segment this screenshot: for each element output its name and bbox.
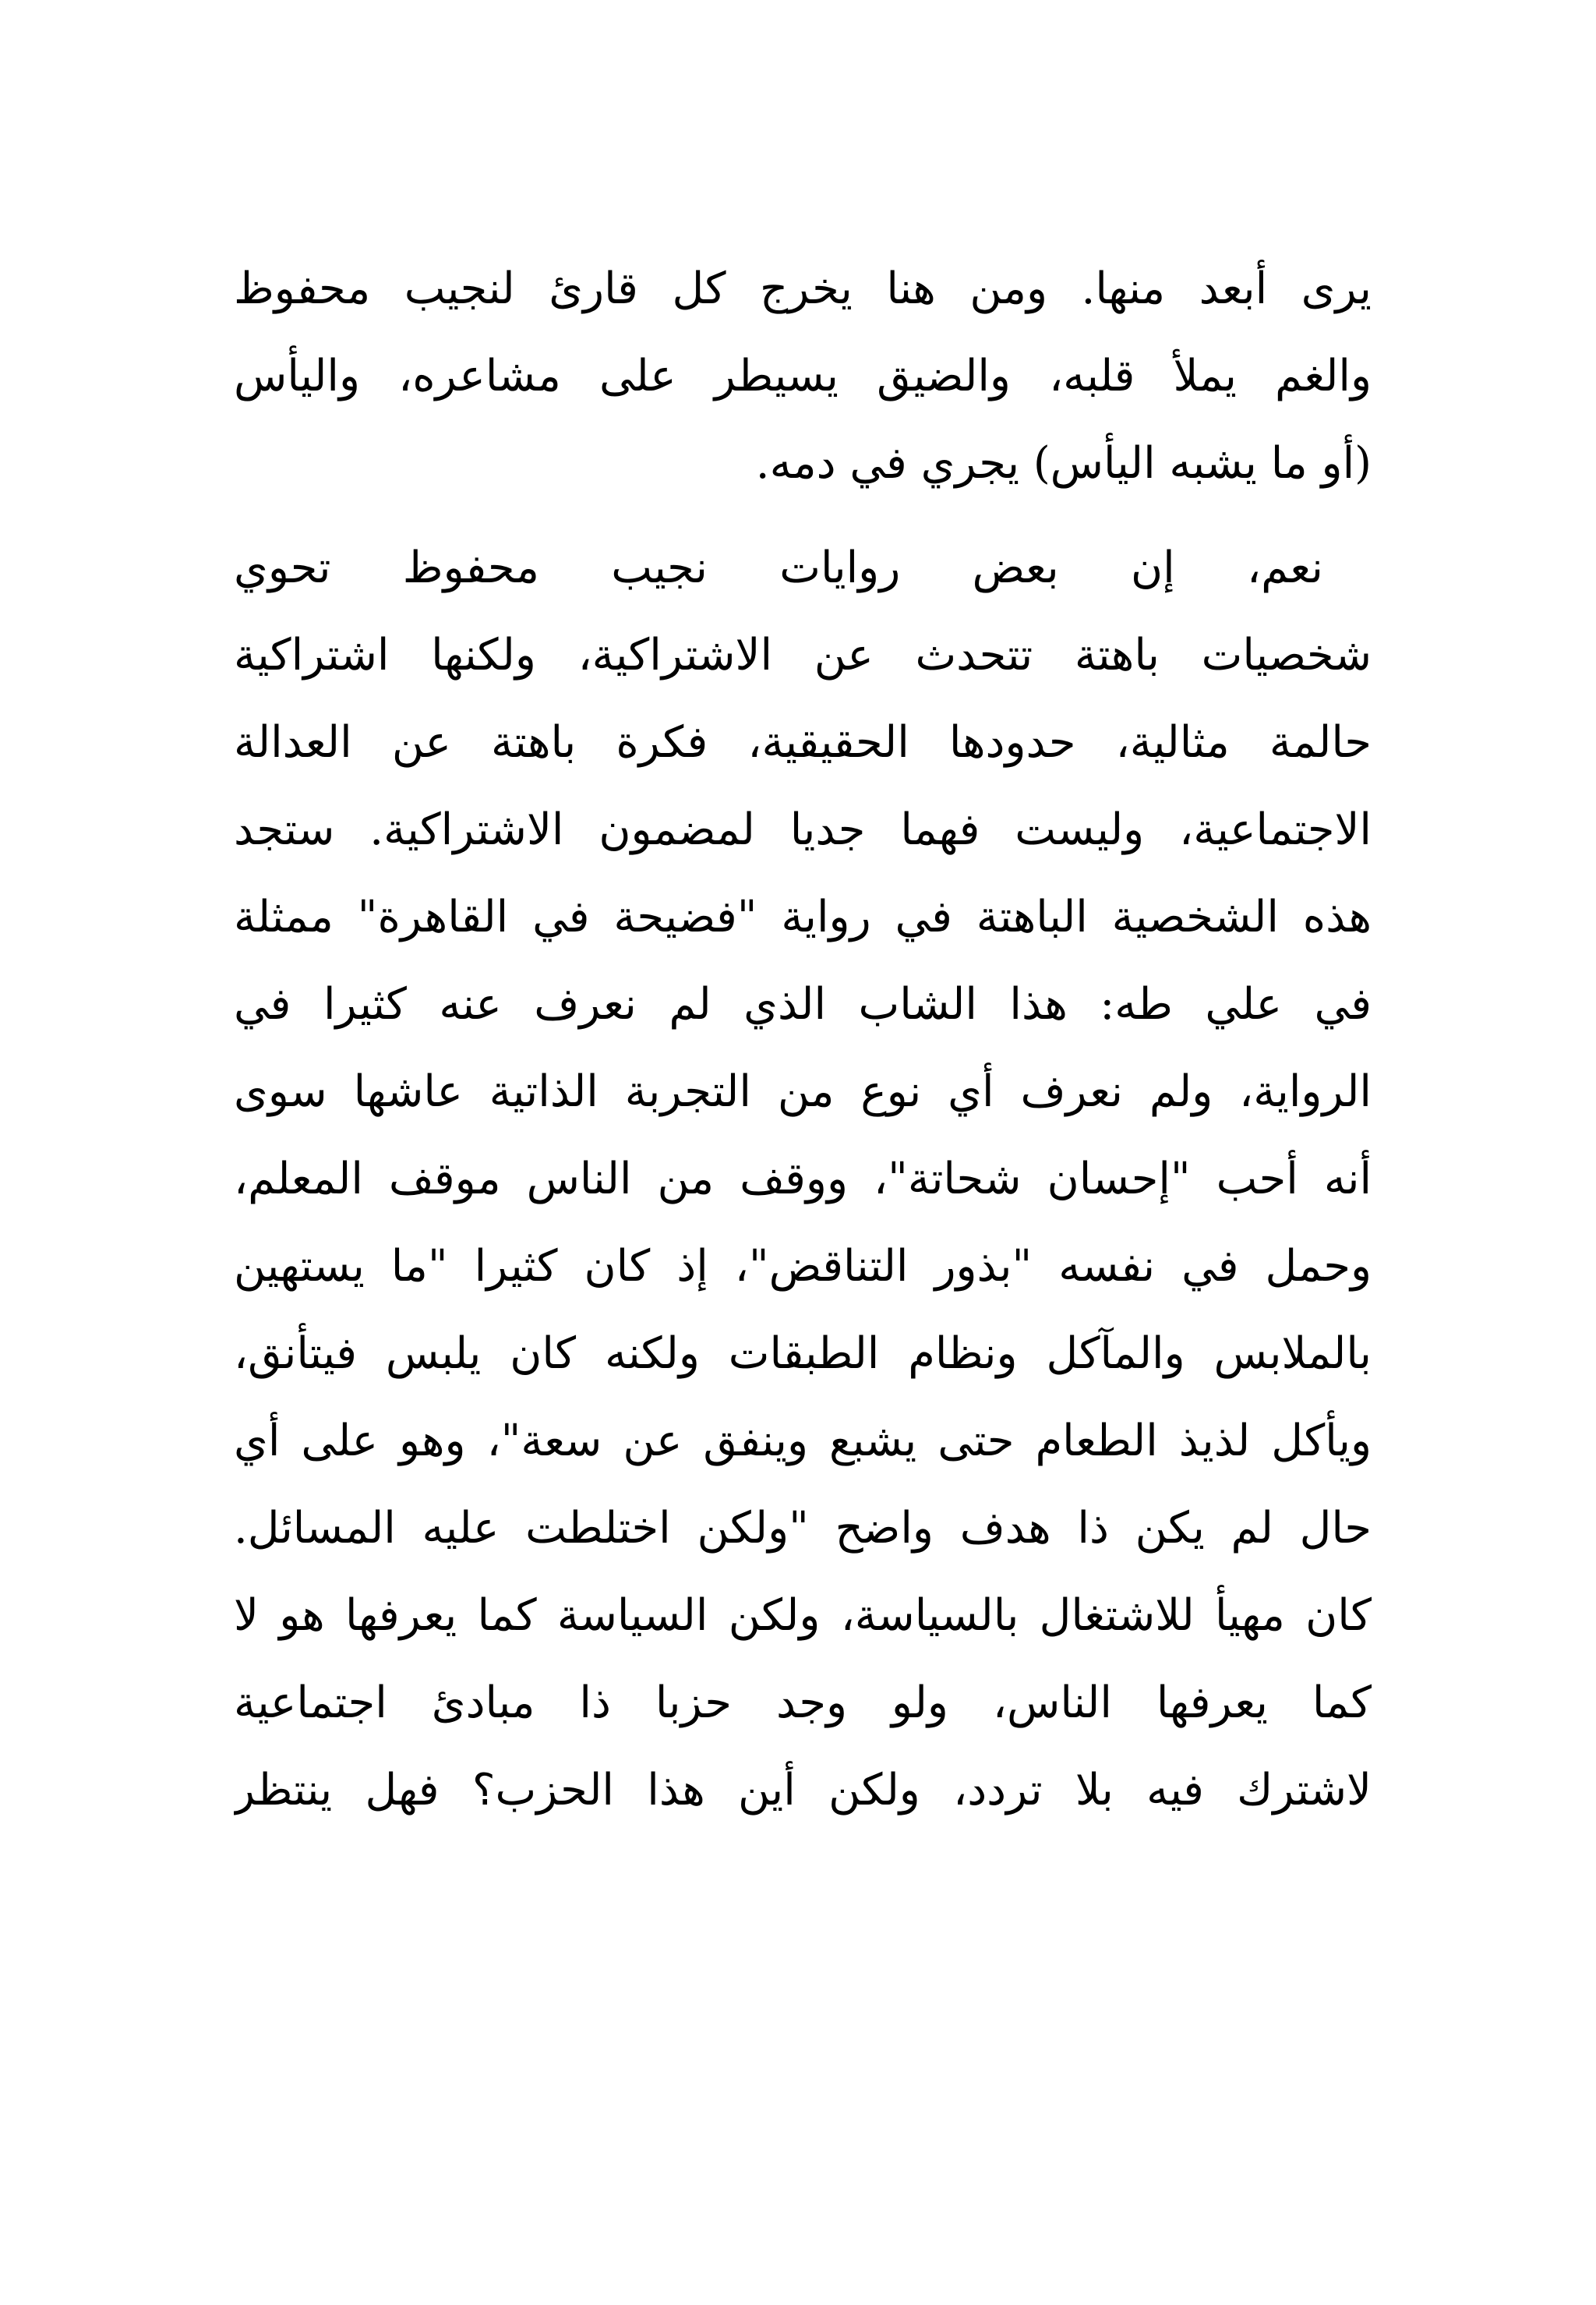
text-line: شخصيات باهتة تتحدث عن الاشتراكية، ولكنها اشتراكية <box>234 630 1372 681</box>
text-line: حال لم يكن ذا هدف واضح "ولكن اختلطت عليه المسائل. <box>234 1503 1372 1554</box>
text-line: الرواية، ولم نعرف أي نوع من التجربة الذاتية عاشها سوى <box>234 1066 1372 1117</box>
text-line: وحمل في نفسه "بذور التناقض"، إذ كان كثيرا "ما يستهين <box>234 1241 1372 1292</box>
text-line: كما يعرفها الناس، ولو وجد حزبا ذا مبادئ اجتماعية <box>234 1677 1372 1728</box>
paragraph-2 <box>234 525 1372 1834</box>
paragraph-1 <box>234 246 1372 507</box>
text-line: في علي طه: هذا الشاب الذي لم نعرف عنه كثيرا في <box>234 979 1372 1030</box>
text-line: نعم، إن بعض روايات نجيب محفوظ تحوي <box>234 543 1323 593</box>
text-line: والغم يملأ قلبه، والضيق يسيطر على مشاعره، واليأس <box>234 351 1372 401</box>
text-line: (أو ما يشبه اليأس) يجري في دمه. <box>755 438 1372 489</box>
text-line: يرى أبعد منها. ومن هنا يخرج كل قارئ لنجيب محفوظ <box>234 263 1372 314</box>
text-line: كان مهيأ للاشتغال بالسياسة، ولكن السياسة كما يعرفها هو لا <box>234 1590 1372 1641</box>
text-line: لاشترك فيه بلا تردد، ولكن أين هذا الحزب؟ فهل ينتظر <box>234 1765 1372 1815</box>
text-line: هذه الشخصية الباهتة في رواية "فضيحة في القاهرة" ممثلة <box>234 892 1372 942</box>
paragraph-spacer <box>234 507 1372 525</box>
text-line: حالمة مثالية، حدودها الحقيقية، فكرة باهتة عن العدالة <box>234 717 1372 768</box>
text-line: بالملابس والمآكل ونظام الطبقات ولكنه كان يلبس فيتأنق، <box>234 1328 1372 1379</box>
text-line: الاجتماعية، وليست فهما جديا لمضمون الاشتراكية. ستجد <box>234 804 1372 855</box>
body-text <box>234 246 1372 1834</box>
text-line: ويأكل لذيذ الطعام حتى يشبع وينفق عن سعة"، وهو على أي <box>234 1416 1372 1466</box>
text-line: أنه أحب "إحسان شحاتة"، ووقف من الناس موقف المعلم، <box>234 1154 1372 1204</box>
